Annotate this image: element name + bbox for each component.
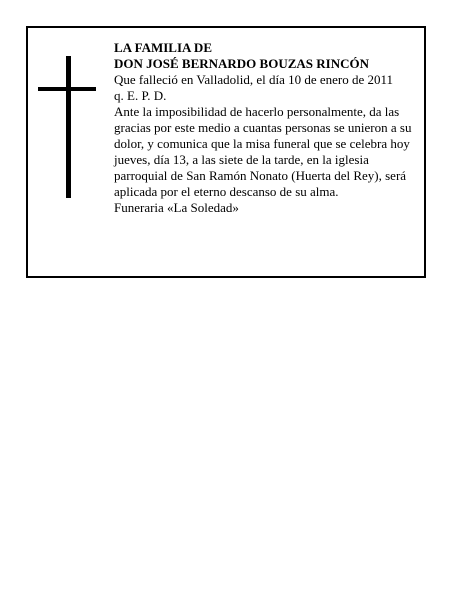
rip-text: q. E. P. D. xyxy=(114,88,167,103)
cross-icon xyxy=(38,56,96,198)
obituary-notice xyxy=(26,26,426,278)
notice-text xyxy=(114,40,420,216)
notice-heading-name: DON JOSÉ BERNARDO BOUZAS RINCÓN xyxy=(114,56,369,71)
notice-heading-family: LA FAMILIA DE xyxy=(114,40,212,55)
death-announcement: Que falleció en Valladolid, el día 10 de enero de 2011 xyxy=(114,72,394,87)
cross-vertical-bar xyxy=(66,56,71,198)
cross-horizontal-bar xyxy=(38,87,96,91)
notice-body: Ante la imposibilidad de hacerlo personalmente, da las gracias por este medio a cuantas personas se unieron a su dolor, y comunica que la misa funeral que se celebra hoy jueves, día 13, a las siete de la tarde, en la iglesia parroquial de San Ramón Nonato (Huerta del Rey), será aplicada por el eterno descanso de su alma. xyxy=(114,104,412,199)
funeral-home: Funeraria «La Soledad» xyxy=(114,200,239,215)
